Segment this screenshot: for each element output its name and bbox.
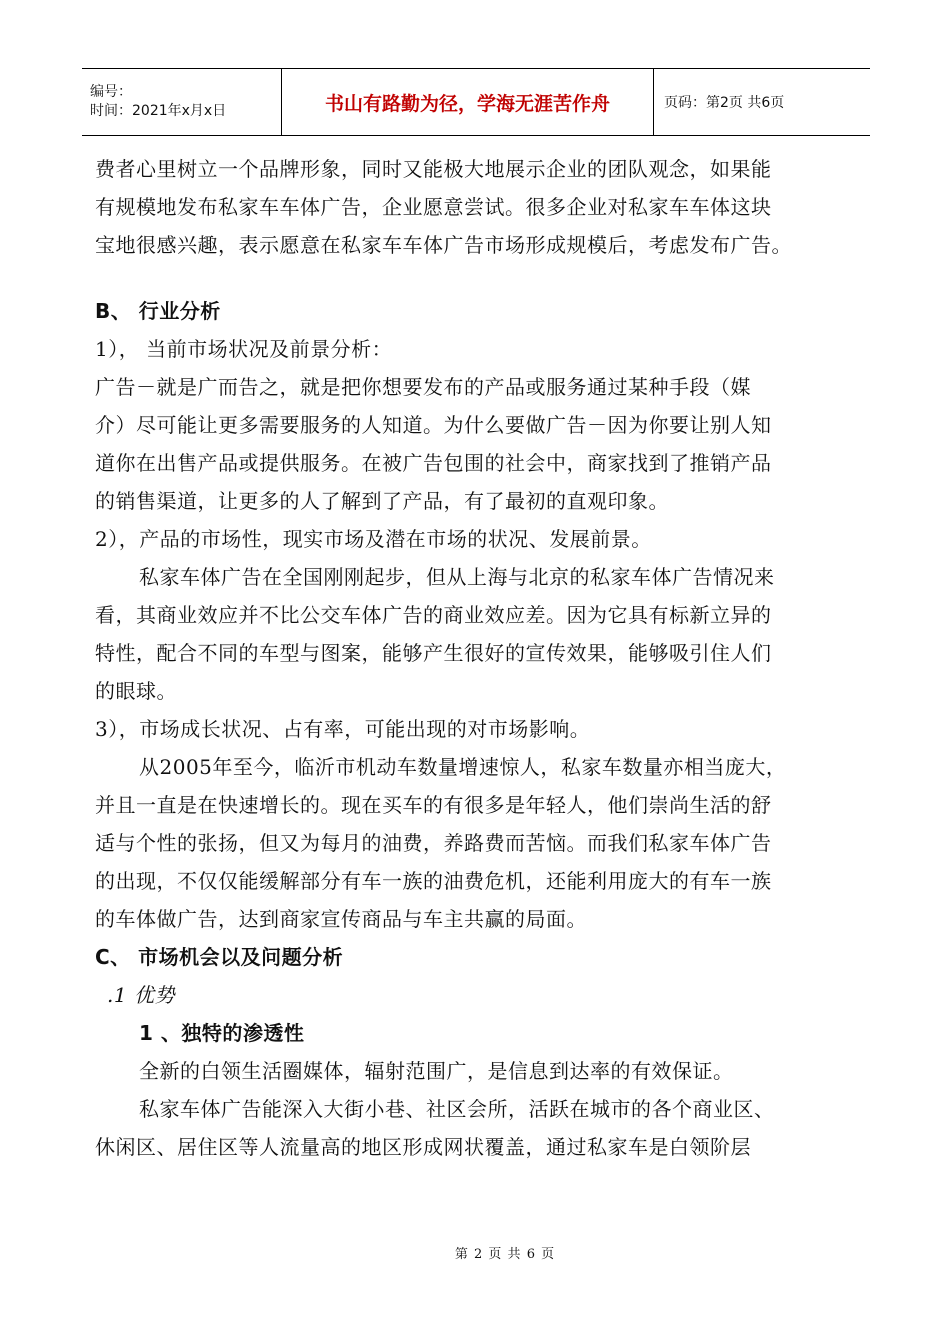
subsection-advantage: .1 优势: [107, 983, 175, 1007]
text-line: 适与个性的张扬，但又为每月的油费，养路费而苦恼。而我们私家车体广告: [95, 831, 772, 855]
paragraph-intro: [95, 150, 855, 264]
header-number-label: 编号：: [90, 84, 132, 100]
item-title-3: 3），市场成长状况、占有率，可能出现的对市场影响。: [95, 717, 591, 741]
page-footer: 第 2 页 共 6 页: [454, 1247, 556, 1262]
text-line: 看，其商业效应并不比公交车体广告的商业效应差。因为它具有标新立异的: [95, 603, 772, 627]
header-motto: [282, 69, 654, 135]
paragraph-market: [95, 558, 855, 710]
text-line: 的眼球。: [95, 679, 177, 703]
text-line: 的出现，不仅仅能缓解部分有车一族的油费危机，还能利用庞大的有车一族: [95, 869, 772, 893]
text-line: 道你在出售产品或提供服务。在被广告包围的社会中，商家找到了推销产品: [95, 451, 772, 475]
text-line: 并且一直是在快速增长的。现在买车的有很多是年轻人，他们崇尚生活的舒: [95, 793, 772, 817]
text-line: 特性，配合不同的车型与图案，能够产生很好的宣传效果，能够吸引住人们: [95, 641, 772, 665]
header-page-info: [654, 69, 870, 135]
text-line: 有规模地发布私家车车体广告，企业愿意尝试。很多企业对私家车车体这块: [95, 195, 772, 219]
text-line: 费者心里树立一个品牌形象，同时又能极大地展示企业的团队观念，如果能: [95, 157, 772, 181]
section-heading-c: C、 市场机会以及问题分析: [95, 945, 344, 969]
header-page-label: 页码：第2页 共6页: [664, 95, 785, 111]
subsection-penetration: 1 、独特的渗透性: [139, 1021, 305, 1045]
header-motto-text: 书山有路勤为径，学海无涯苦作舟: [324, 92, 610, 115]
page-header: [82, 68, 870, 136]
paragraph-growth: [95, 748, 855, 938]
text-line: 介）尽可能让更多需要服务的人知道。为什么要做广告－因为你要让别人知: [95, 413, 772, 437]
text-line: 的销售渠道，让更多的人了解到了产品，有了最初的直观印象。: [95, 489, 669, 513]
section-heading-b: B、 行业分析: [95, 299, 221, 323]
text-line: 从2005年至今，临沂市机动车数量增速惊人，私家车数量亦相当庞大，: [139, 755, 787, 779]
text-line: 私家车体广告在全国刚刚起步，但从上海与北京的私家车体广告情况来: [139, 565, 775, 589]
paragraph-media: 全新的白领生活圈媒体，辐射范围广，是信息到达率的有效保证。: [139, 1059, 734, 1083]
text-line: 宝地很感兴趣，表示愿意在私家车车体广告市场形成规模后，考虑发布广告。: [95, 233, 792, 257]
text-line: 广告－就是广而告之，就是把你想要发布的产品或服务通过某种手段（媒: [95, 375, 751, 399]
item-title-1: 1）， 当前市场状况及前景分析：: [95, 337, 393, 361]
item-title-2: 2），产品的市场性，现实市场及潜在市场的状况、发展前景。: [95, 527, 652, 551]
text-line: 私家车体广告能深入大街小巷、社区会所，活跃在城市的各个商业区、: [139, 1097, 775, 1121]
text-line: 的车体做广告，达到商家宣传商品与车主共赢的局面。: [95, 907, 587, 931]
paragraph-advertising: [95, 368, 855, 520]
text-line: 休闲区、居住区等人流量高的地区形成网状覆盖，通过私家车是白领阶层: [95, 1135, 751, 1159]
document-body: [95, 150, 855, 1166]
paragraph-coverage: [95, 1090, 855, 1166]
header-meta: [82, 69, 282, 135]
header-time-label: 时间：2021年x月x日: [90, 103, 227, 119]
